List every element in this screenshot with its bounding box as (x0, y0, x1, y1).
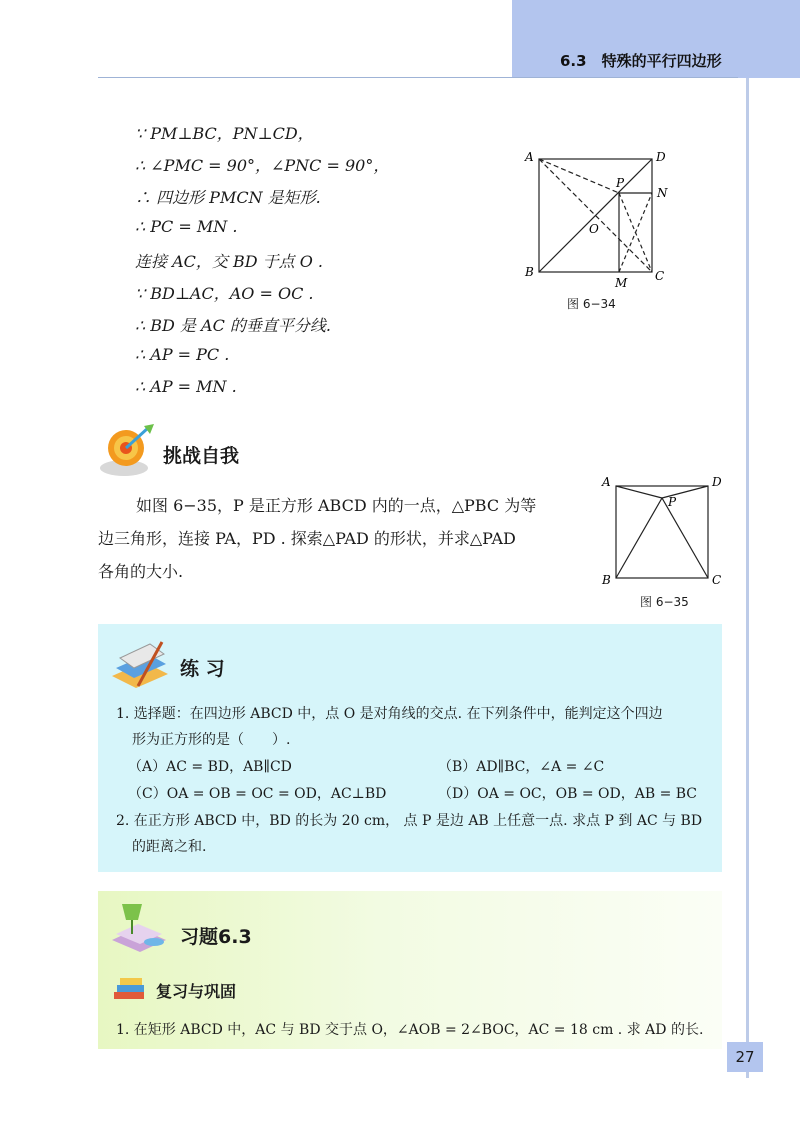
challenge-text-line: 如图 6−35，P 是正方形 ABCD 内的一点，△PBC 为等 (136, 496, 537, 515)
exercise-q1: 1. 在矩形 ABCD 中，AC 与 BD 交于点 O，∠AOB = 2∠BOC，AC = 18 cm . 求 AD 的长. (116, 1022, 704, 1038)
label-c: C (655, 269, 665, 283)
practice-q2-line1: 2. 在正方形 ABCD 中，BD 的长为 20 cm， 点 P 是边 AB 上任意一点. 求点 P 到 AC 与 BD (116, 813, 703, 829)
option-c: （C）OA = OB = OC = OD，AC⊥BD (128, 786, 387, 802)
proof-line: ∴ 四边形 PMCN 是矩形. (135, 188, 321, 207)
challenge-text-line: 各角的大小. (98, 562, 184, 581)
label-m: M (615, 276, 628, 290)
proof-line: ∴ AP = PC . (135, 345, 230, 364)
figure-6-34-caption: 图 6−34 (567, 297, 616, 311)
proof-line: 连接 AC，交 BD 于点 O . (135, 252, 324, 271)
proof-line: ∴ ∠PMC = 90°，∠PNC = 90°， (135, 156, 390, 175)
segment-pa (616, 486, 662, 498)
right-margin-rule (746, 78, 749, 1078)
practice-q1-line1: 1. 选择题：在四边形 ABCD 中，点 O 是对角线的交点. 在下列条件中，能判定这个四边 (116, 706, 663, 722)
figure-6-35-caption: 图 6−35 (640, 595, 689, 609)
practice-q1-line2: 形为正方形的是（ ）. (132, 732, 291, 748)
label-a: A (602, 475, 611, 489)
proof-line: ∵ BD⊥AC，AO = OC . (135, 284, 314, 303)
segment-ap (539, 159, 619, 193)
label-c: C (712, 573, 722, 587)
section-header-title: 6.3 特殊的平行四边形 (560, 52, 722, 70)
label-o: O (589, 222, 599, 236)
exercise-title: 习题6.3 (180, 926, 252, 948)
label-p: P (668, 495, 677, 509)
diagonal-bd (539, 159, 652, 272)
header-divider (98, 77, 738, 78)
stacked-books-icon (112, 976, 148, 1002)
figure-6-35 (598, 472, 728, 590)
figure-6-34 (515, 145, 675, 293)
option-d: （D）OA = OC，OB = OD，AB = BC (438, 786, 698, 802)
label-p: P (616, 176, 625, 190)
label-d: D (656, 150, 666, 164)
challenge-title: 挑战自我 (163, 445, 240, 467)
lamp-book-icon (108, 898, 172, 956)
proof-line: ∴ AP = MN . (135, 377, 237, 396)
option-b: （B）AD∥BC，∠A = ∠C (438, 759, 605, 775)
label-b: B (525, 265, 534, 279)
practice-q2-line2: 的距离之和. (132, 839, 207, 855)
option-a: （A）AC = BD，AB∥CD (128, 759, 292, 775)
exercise-subtitle: 复习与巩固 (156, 982, 237, 1001)
label-n: N (657, 186, 668, 200)
challenge-text-line: 边三角形，连接 PA，PD . 探索△PAD 的形状，并求△PAD (98, 529, 516, 548)
label-b: B (602, 573, 611, 587)
proof-line: ∴ PC = MN . (135, 217, 238, 236)
proof-line: ∵ PM⊥BC，PN⊥CD， (135, 124, 314, 143)
practice-title: 练 习 (180, 658, 225, 680)
page-number: 27 (735, 1048, 755, 1066)
segment-pc (662, 498, 708, 578)
square-abcd (616, 486, 708, 578)
books-icon (108, 636, 172, 692)
segment-pb (616, 498, 662, 578)
label-d: D (712, 475, 722, 489)
proof-line: ∴ BD 是 AC 的垂直平分线. (135, 316, 331, 335)
label-a: A (525, 150, 534, 164)
target-icon (98, 422, 160, 480)
